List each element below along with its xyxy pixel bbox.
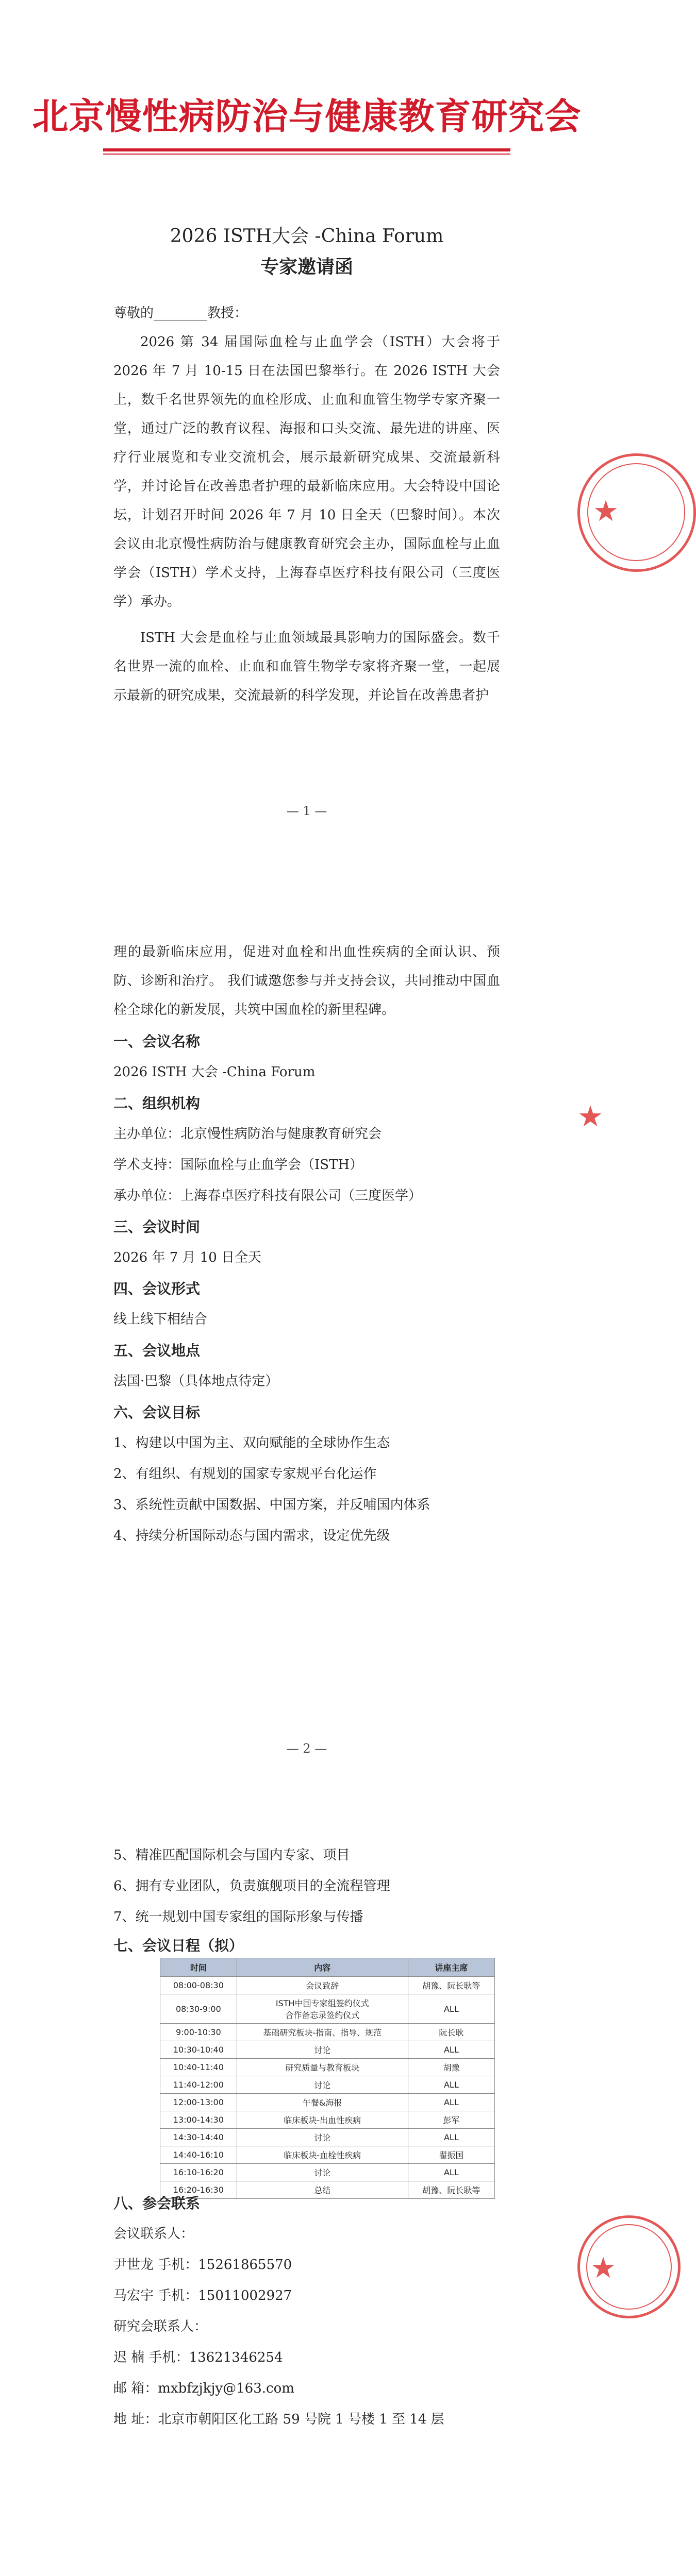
schedule-content: 讨论 xyxy=(237,2076,408,2094)
org-letterhead-title: 北京慢性病防治与健康教育研究会 xyxy=(32,95,582,138)
contact-person: 迟 楠 手机：13621346254 xyxy=(113,2350,283,2365)
doc-subtitle: 专家邀请函 xyxy=(260,256,353,278)
goal-item: 4、持续分析国际动态与国内需求，设定优先级 xyxy=(113,1528,390,1544)
section-2-heading: 二、组织机构 xyxy=(113,1095,201,1112)
schedule-content: 讨论 xyxy=(237,2041,408,2059)
schedule-time: 9:00-10:30 xyxy=(160,2024,237,2041)
meeting-location: 法国·巴黎（具体地点待定） xyxy=(113,1374,279,1389)
goal-item: 7、统一规划中国专家组的国际形象与传播 xyxy=(113,1909,363,1925)
schedule-content: ISTH中国专家组签约仪式 合作备忘录签约仪式 xyxy=(237,1994,408,2024)
contact-label: 会议联系人： xyxy=(113,2226,194,2242)
schedule-chair: ALL xyxy=(408,2129,494,2146)
page-2 xyxy=(0,917,614,1767)
salutation: 尊敬的________教授： xyxy=(113,306,248,321)
schedule-row xyxy=(160,2059,495,2076)
schedule-time: 13:00-14:30 xyxy=(160,2111,237,2129)
schedule-chair: ALL xyxy=(408,2076,494,2094)
section-7-heading: 七、会议日程（拟） xyxy=(113,1937,244,1954)
schedule-chair: ALL xyxy=(408,2164,494,2181)
schedule-content: 基础研究板块-指南、指导、规范 xyxy=(237,2024,408,2041)
schedule-time: 10:40-11:40 xyxy=(160,2059,237,2076)
meeting-time: 2026 年 7 月 10 日全天 xyxy=(113,1250,262,1265)
schedule-row xyxy=(160,2181,495,2199)
schedule-content: 临床板块-血栓性疾病 xyxy=(237,2146,408,2164)
schedule-chair: 胡豫、阮长耿等 xyxy=(408,2181,494,2199)
schedule-content: 讨论 xyxy=(237,2129,408,2146)
schedule-time: 16:20-16:30 xyxy=(160,2181,237,2199)
meeting-name: 2026 ISTH 大会 -China Forum xyxy=(113,1064,316,1080)
section-5-heading: 五、会议地点 xyxy=(113,1342,201,1359)
schedule-content: 总结 xyxy=(237,2181,408,2199)
schedule-content: 讨论 xyxy=(237,2164,408,2181)
schedule-time: 08:00-08:30 xyxy=(160,1977,237,1994)
org-organizer: 承办单位：上海春卓医疗科技有限公司（三度医学） xyxy=(113,1188,422,1204)
schedule-chair: ALL xyxy=(408,2094,494,2111)
contact-email: 邮 箱：mxbfzjkjy@163.com xyxy=(113,2381,294,2396)
section-8-heading: 八、参会联系 xyxy=(113,2195,201,2212)
schedule-chair: ALL xyxy=(408,1994,494,2024)
schedule-row xyxy=(160,2146,495,2164)
page-number: — 1 — xyxy=(286,804,327,818)
section-4-heading: 四、会议形式 xyxy=(113,1280,201,1297)
schedule-content: 会议致辞 xyxy=(237,1977,408,1994)
org-host: 主办单位：北京慢性病防治与健康教育研究会 xyxy=(113,1126,382,1142)
schedule-chair: 彭军 xyxy=(408,2111,494,2129)
contact-person: 尹世龙 手机：15261865570 xyxy=(113,2257,292,2273)
schedule-row xyxy=(160,2024,495,2041)
letterhead-rule-thin xyxy=(103,154,510,155)
schedule-header-row xyxy=(160,1958,495,1977)
schedule-chair: 胡豫、阮长耿等 xyxy=(408,1977,494,1994)
meeting-format: 线上线下相结合 xyxy=(113,1312,208,1327)
contact-address: 地 址：北京市朝阳区化工路 59 号院 1 号楼 1 至 14 层 xyxy=(113,2412,444,2427)
schedule-row xyxy=(160,2076,495,2094)
section-6-heading: 六、会议目标 xyxy=(113,1404,201,1421)
official-seal-icon: ★ xyxy=(577,1100,604,1133)
doc-title: 2026 ISTH大会 -China Forum xyxy=(170,226,444,247)
schedule-chair: ALL xyxy=(408,2041,494,2059)
goal-item: 2、有组织、有规划的国家专家规平台化运作 xyxy=(113,1466,377,1482)
schedule-content: 临床板块-出血性疾病 xyxy=(237,2111,408,2129)
goal-item: 6、拥有专业团队，负责旗舰项目的全流程管理 xyxy=(113,1878,390,1894)
schedule-time: 16:10-16:20 xyxy=(160,2164,237,2181)
goal-item: 1、构建以中国为主、双向赋能的全球协作生态 xyxy=(113,1435,390,1451)
org-support: 学术支持：国际血栓与止血学会（ISTH） xyxy=(113,1157,363,1173)
page-3 xyxy=(0,1814,617,2576)
schedule-content: 研究质量与教育板块 xyxy=(237,2059,408,2076)
continued-paragraph: 理的最新临床应用，促进对血栓和出血性疾病的全面认识、预防、诊断和治疗。 我们诚邀您参与并支持会议，共同推动中国血栓全球化的新发展，共筑中国血栓的新里程碑。 xyxy=(113,944,500,1018)
schedule-row xyxy=(160,2164,495,2181)
contact-person: 马宏宇 手机：15011002927 xyxy=(113,2288,292,2303)
section-1-heading: 一、会议名称 xyxy=(113,1033,201,1050)
schedule-time: 10:30-10:40 xyxy=(160,2041,237,2059)
intro-paragraph: 2026 第 34 届国际血栓与止血学会（ISTH）大会将于 2026 年 7 月 10-15 日在法国巴黎举行。在 2026 ISTH 大会上，数千名世界领先的血栓形成、止血和血管生物学专家齐聚一堂，通过广泛的教育议程、海报和口头交流、最先进的讲座、医疗行业展览和专业交流机会，展示最新研究成果、交流最新科学，并讨论旨在改善患者护理的最新临床应用。大会特设中国论坛，计划召开时间 2026 年 7 月 10 日全天（巴黎时间）。本次会议由北京慢性病防治与健康教育研究会主办，国际血栓与止血学会（ISTH）学术支持，上海春卓医疗科技有限公司（三度医学）承办。 xyxy=(113,334,500,609)
schedule-time: 11:40-12:00 xyxy=(160,2076,237,2094)
schedule-row xyxy=(160,2094,495,2111)
schedule-table xyxy=(160,1958,495,2199)
goal-item: 5、精准匹配国际机会与国内专家、项目 xyxy=(113,1848,350,1863)
goal-item: 3、系统性贡献中国数据、中国方案，并反哺国内体系 xyxy=(113,1497,430,1513)
col-header-chair: 讲座主席 xyxy=(408,1958,494,1977)
schedule-content: 午餐&海报 xyxy=(237,2094,408,2111)
schedule-row xyxy=(160,2111,495,2129)
schedule-chair: 胡豫 xyxy=(408,2059,494,2076)
isth-paragraph: ISTH 大会是血栓与止血领域最具影响力的国际盛会。数千名世界一流的血栓、止血和血管生物学专家将齐聚一堂，一起展示最新的研究成果，交流最新的科学发现，并论旨在改善患者护 xyxy=(113,630,500,703)
schedule-time: 14:40-16:10 xyxy=(160,2146,237,2164)
schedule-chair: 翟振国 xyxy=(408,2146,494,2164)
section-3-heading: 三、会议时间 xyxy=(113,1218,201,1235)
schedule-row xyxy=(160,1994,495,2024)
col-header-content: 内容 xyxy=(237,1958,408,1977)
letterhead-rule xyxy=(103,148,510,151)
page-number: — 2 — xyxy=(286,1741,327,1756)
schedule-row xyxy=(160,2129,495,2146)
schedule-row xyxy=(160,2041,495,2059)
schedule-row xyxy=(160,1977,495,1994)
official-seal-icon: ★ xyxy=(577,453,696,572)
official-seal-icon: ★ xyxy=(577,2215,681,2318)
schedule-time: 12:00-13:00 xyxy=(160,2094,237,2111)
page-1 xyxy=(0,0,619,835)
research-contact-label: 研究会联系人： xyxy=(113,2319,208,2334)
schedule-time: 08:30-9:00 xyxy=(160,1994,237,2024)
schedule-chair: 阮长耿 xyxy=(408,2024,494,2041)
col-header-time: 时间 xyxy=(160,1958,237,1977)
schedule-time: 14:30-14:40 xyxy=(160,2129,237,2146)
